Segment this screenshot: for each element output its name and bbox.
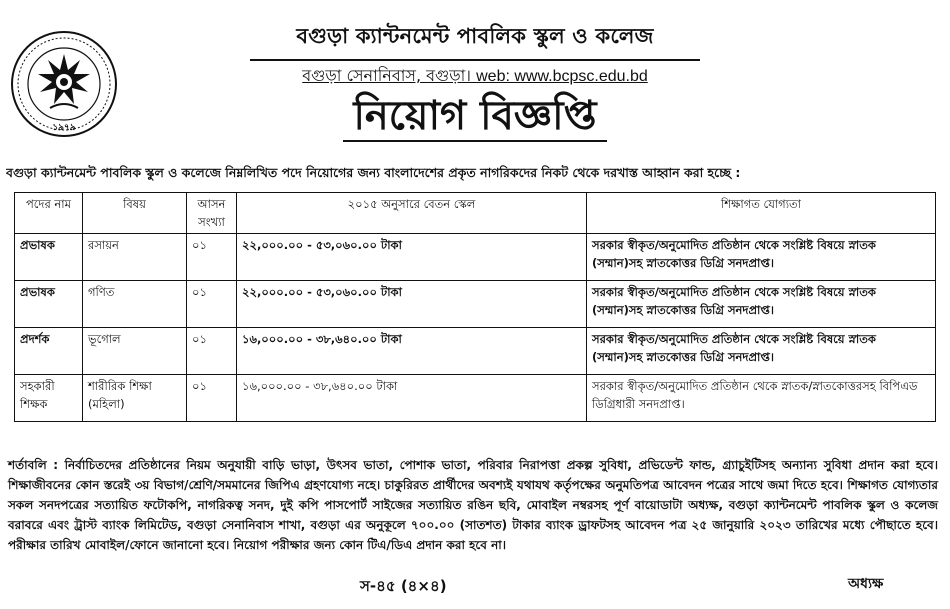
intro-text: বগুড়া ক্যান্টনমেন্ট পাবলিক স্কুল ও কলেজে নিম্নলিখিত পদে নিয়োগের জন্য বাংলাদেশের প্রকৃত নাগরিকদের নিকট থেকে দরখাস্ত আহ্বান করা হচ্ছে : [6, 165, 741, 180]
row-subject: গণিত [83, 281, 187, 328]
row-pay-scale: ২২,০০০.০০ - ৫৩,০৬০.০০ টাকা [237, 281, 587, 328]
row-post: প্রভাষক [15, 281, 83, 328]
row-post: সহকারী শিক্ষক [15, 375, 83, 422]
header-qualification: শিক্ষাগত যোগ্যতা [587, 193, 936, 234]
header-subject: বিষয় [83, 193, 187, 234]
row-subject: ভূগোল [83, 328, 187, 375]
row-qualification: সরকার স্বীকৃত/অনুমোদিত প্রতিষ্ঠান থেকে সংশ্লিষ্ট বিষয়ে স্নাতক (সম্মান)সহ স্নাতকোত্তর ডিগ্রি সনদপ্রাপ্ত। [587, 234, 936, 281]
header-pay-scale: ২০১৫ অনুসারে বেতন স্কেল [237, 193, 587, 234]
row-qualification: সরকার স্বীকৃত/অনুমোদিত প্রতিষ্ঠান থেকে সংশ্লিষ্ট বিষয়ে স্নাতক (সম্মান)সহ স্নাতকোত্তর ডিগ্রি সনদপ্রাপ্ত। [587, 328, 936, 375]
posts-table [14, 192, 936, 422]
row-post: প্রভাষক [15, 234, 83, 281]
school-address: বগুড়া সেনানিবাস, বগুড়া। [302, 66, 477, 85]
conditions-text: নির্বাচিতদের প্রতিষ্ঠানের নিয়ম অনুযায়ী বাড়ি ভাড়া, উৎসব ভাতা, পোশাক ভাতা, পরিবার নিরাপত্তা প্রকল্প সুবিধা, প্রভিডেন্ট ফান্ড, গ্র্যাচুইটিসহ অন্যান্য সুবিধা প্রদান করা হবে। শিক্ষাজীবনের কোন স্তরেই ৩য় বিভাগ/শ্রেণি/সমমানের জিপিএ গ্রহণযোগ্য নহে। চাকুরিরত প্রার্থীদের অবশ্যই যথাযথ কর্তৃপক্ষের অনুমতিপত্র আবেদন পত্রের সাথে জমা দিতে হবে। শিক্ষাগত যোগ্যতার সকল সনদপত্রের সত্যায়িত ফটোকপি, নাগরিকত্ব সনদ, দুই কপি পাসপোর্ট সাইজের সত্যায়িত রঙিন ছবি, মোবাইল নম্বরসহ পূর্ণ বায়োডাটা অধ্যক্ষ, বগুড়া ক্যান্টনমেন্ট পাবলিক স্কুল ও কলেজ বরাবরে এবং ট্রাস্ট ব্যাংক লিমিটেড, বগুড়া সেনানিবাস শাখা, বগুড়া এর অনুকূলে ৭০০.০০ (সাতশত) টাকার ব্যাংক ড্রাফটসহ আবেদন পত্র ২৫ জানুয়ারি ২০২৩ তারিখের মধ্যে পৌছাতে হবে। পরীক্ষার তারিখ মোবাইল/ফোনে জানানো হবে। নিয়োগ পরীক্ষার জন্য কোন টিএ/ডিএ প্রদান করা হবে না। [8, 458, 938, 552]
row-pay-scale: ১৬,০০০.০০ - ৩৮,৬৪০.০০ টাকা [237, 375, 587, 422]
header-seats: আসন সংখ্যা [187, 193, 237, 234]
row-subject: রসায়ন [83, 234, 187, 281]
row-qualification: সরকার স্বীকৃত/অনুমোদিত প্রতিষ্ঠান থেকে সংশ্লিষ্ট বিষয়ে স্নাতক (সম্মান)সহ স্নাতকোত্তর ডিগ্রি সনদপ্রাপ্ত। [587, 281, 936, 328]
row-seats: ০১ [187, 328, 237, 375]
table-header-row [15, 193, 936, 234]
table-row [15, 234, 936, 281]
header-post: পদের নাম [15, 193, 83, 234]
table-row [15, 328, 936, 375]
conditions-paragraph [8, 455, 938, 555]
school-website[interactable]: web: www.bcpsc.edu.bd [476, 68, 648, 85]
row-post: প্রদর্শক [15, 328, 83, 375]
signature-title: অধ্যক্ষ [848, 576, 884, 592]
table-row [15, 281, 936, 328]
logo-year: ১৯৭৯ [52, 123, 76, 133]
row-qualification: সরকার স্বীকৃত/অনুমোদিত প্রতিষ্ঠান থেকে স্নাতক/স্নাতকোত্তরসহ বিপিএড ডিগ্রিধারী সনদপ্রাপ্ত। [587, 375, 936, 422]
school-address-line [260, 63, 690, 90]
row-pay-scale: ২২,০০০.০০ - ৫৩,০৬০.০০ টাকা [237, 234, 587, 281]
row-subject: শারীরিক শিক্ষা (মহিলা) [83, 375, 187, 422]
row-seats: ০১ [187, 375, 237, 422]
table-row [15, 375, 936, 422]
row-seats: ০১ [187, 281, 237, 328]
memo-number: স-৪৫ (৪×৪) [360, 577, 447, 595]
row-seats: ০১ [187, 234, 237, 281]
row-pay-scale: ১৬,০০০.০০ - ৩৮,৬৪০.০০ টাকা [237, 328, 587, 375]
conditions-label: শর্তাবলি : [8, 458, 59, 472]
notice-title: নিয়োগ বিজ্ঞপ্তি [343, 92, 606, 142]
school-name: বগুড়া ক্যান্টনমেন্ট পাবলিক স্কুল ও কলেজ [250, 20, 700, 61]
notice-title-wrap [0, 92, 950, 142]
